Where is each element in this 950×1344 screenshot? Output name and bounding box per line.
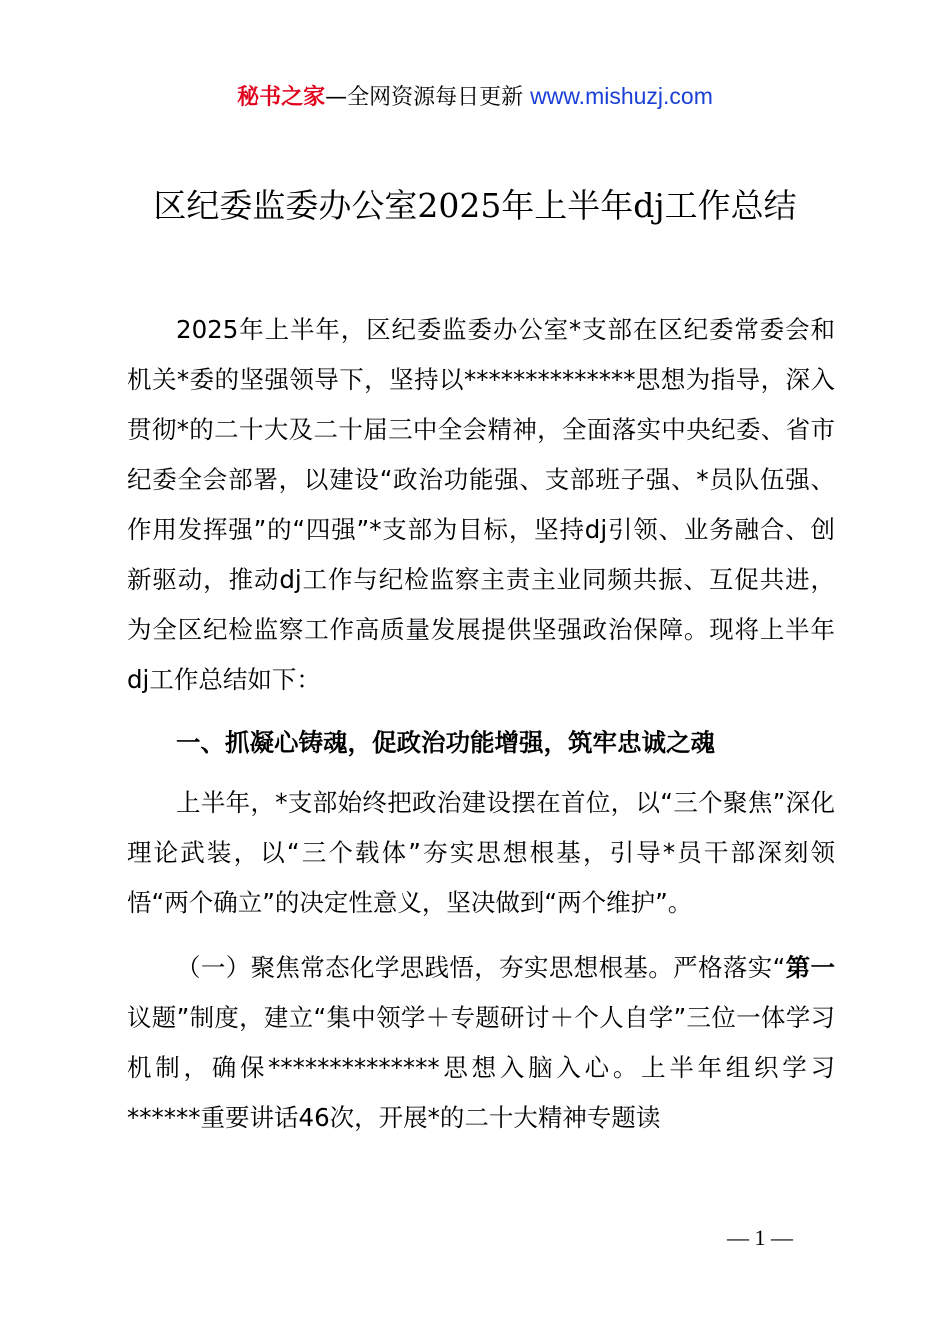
body-paragraph-subsection1 bbox=[127, 943, 835, 1143]
paragraph-text bbox=[127, 943, 835, 1143]
section-heading-1 bbox=[127, 718, 835, 768]
body-paragraph-section1 bbox=[127, 778, 835, 928]
paragraph-text: 2025年上半年，区纪委监委办公室*支部在区纪委常委会和机关*委的坚强领导下，坚持以**************思想为指导，深入贯彻*的二十大及二十届三中全会精神，全面落实中央纪委、省市纪委全会部署，以建设“政治功能强、支部班子强、*员队伍强、作用发挥强”的“四强”*支部为目标，坚持dj引领、业务融合、创新驱动，推动dj工作与纪检监察主责主业同频共振、互促共进，为全区纪检监察工作高质量发展提供坚强政治保障。现将上半年dj工作总结如下： bbox=[127, 315, 835, 694]
brand-name: 秘书之家 bbox=[237, 85, 326, 110]
paragraph-text: 上半年，*支部始终把政治建设摆在首位，以“三个聚焦”深化理论武装，以“三个载体”夯实思想根基，引导*员干部深刻领悟“两个确立”的决定性意义，坚决做到“两个维护”。 bbox=[127, 788, 835, 917]
paragraph-part: （一）聚焦常态化学思践悟，夯实思想根基。严格落实“ bbox=[176, 953, 786, 982]
header-slogan: —全网资源每日更新 bbox=[325, 85, 531, 110]
document-title: 区纪委监委办公室2025年上半年dj工作总结 bbox=[153, 186, 797, 225]
page-number: — 1 — bbox=[727, 1225, 793, 1250]
heading-text: 一、抓凝心铸魂，促政治功能增强，筑牢忠诚之魂 bbox=[176, 728, 715, 757]
body-paragraph-intro bbox=[127, 305, 835, 705]
paragraph-part: 议题”制度，建立“集中领学＋专题研讨＋个人自学”三位一体学习机制，确保**************思想入脑入心。上半年组织学习******重要讲话46次，开展*的二十大精神专题读 bbox=[127, 1003, 835, 1132]
site-url-link[interactable]: www.mishuzj.com bbox=[530, 83, 713, 109]
site-header bbox=[0, 80, 950, 114]
paragraph-bold-part: 第一 bbox=[785, 953, 835, 982]
